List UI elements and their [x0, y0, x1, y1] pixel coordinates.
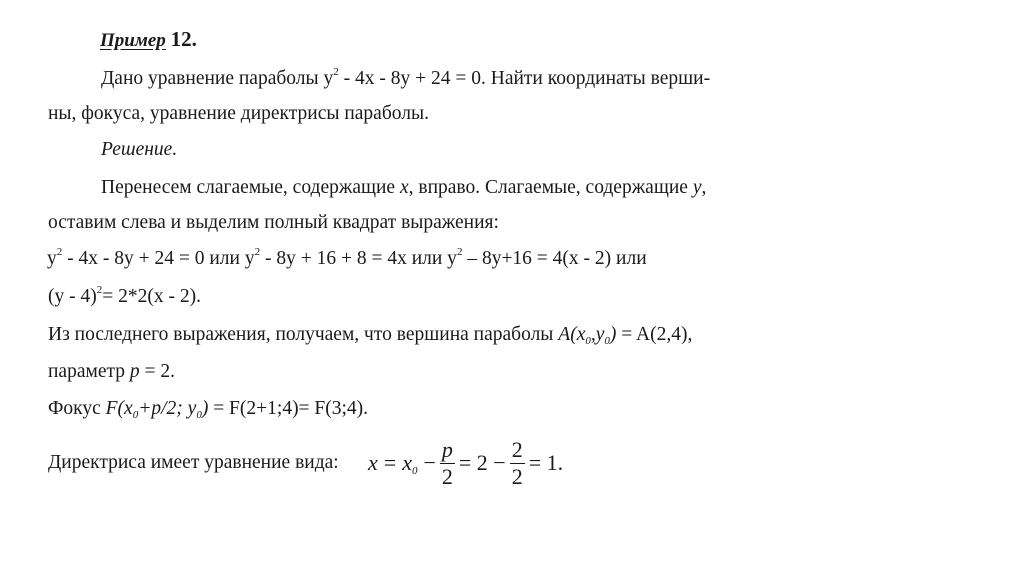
var-p: p	[129, 361, 140, 382]
subscript: 0	[132, 409, 139, 421]
superscript: 2	[96, 284, 103, 296]
formula-result: = 1.	[528, 450, 564, 475]
subscript: 0	[411, 465, 418, 477]
focus-notation-part: +p/2; y	[138, 398, 197, 419]
var-x: x	[399, 177, 409, 198]
eq-text: - 4x - 8y + 24 = 0 или y	[62, 248, 255, 269]
eq-text: = 2*2(x - 2).	[102, 286, 201, 307]
vertex-line	[48, 323, 692, 347]
fraction-denominator: 2	[511, 463, 523, 489]
var-y: y	[692, 177, 702, 198]
param-text: = 2.	[139, 361, 176, 382]
subscript: 0	[585, 335, 591, 347]
solution-paragraph-line-1	[101, 176, 706, 200]
equation-line-1	[47, 247, 647, 271]
eq-text: (y - 4)	[48, 286, 97, 307]
solution-text: Перенесем слагаемые, содержащие	[101, 177, 400, 198]
problem-line-1	[101, 67, 710, 91]
directrix-line	[48, 451, 339, 475]
fraction-2-over-2	[510, 437, 525, 490]
focus-text: = F(2+1;4)= F(3;4).	[208, 398, 369, 419]
formula-x0-base: x	[402, 450, 412, 475]
solution-text: ,	[701, 177, 707, 198]
solution-text: , вправо. Слагаемые, содержащие	[408, 177, 693, 198]
vertex-notation-part: )	[609, 324, 617, 345]
example-title-number: 12.	[170, 27, 197, 51]
fraction-numerator: 2	[511, 436, 523, 462]
problem-text: - 4x - 8y + 24 = 0. Найти координаты верши-	[338, 68, 711, 89]
focus-line	[48, 397, 368, 421]
subscript: 0	[604, 335, 610, 347]
formula-equals: =	[383, 450, 397, 475]
vertex-notation-part: A(x	[558, 324, 586, 345]
superscript: 2	[56, 246, 63, 258]
fraction-numerator: p	[441, 436, 453, 462]
example-title-word: Пример	[100, 30, 166, 51]
formula-x: x	[368, 450, 378, 475]
problem-line-2	[48, 102, 429, 126]
superscript: 2	[254, 246, 261, 258]
focus-notation-part: )	[201, 398, 209, 419]
vertex-text: Из последнего выражения, получаем, что вершина параболы	[48, 324, 559, 345]
subscript: 0	[196, 409, 202, 421]
vertex-text: = A(2,4),	[616, 324, 693, 345]
equation-line-2	[48, 285, 201, 309]
eq-text: y	[47, 248, 57, 269]
focus-text: Фокус	[48, 398, 106, 419]
focus-notation	[106, 398, 209, 419]
superscript: 2	[333, 66, 339, 78]
vertex-notation	[558, 324, 616, 345]
eq-text: – 8y+16 = 4(x - 2) или	[462, 248, 647, 269]
fraction-p-over-2	[440, 437, 455, 490]
problem-text: ны, фокуса, уравнение директрисы параболы.	[48, 103, 429, 124]
solution-paragraph-line-2	[48, 211, 499, 235]
directrix-label: Директриса имеет уравнение вида:	[48, 452, 339, 473]
focus-notation-part: F(x	[105, 398, 133, 419]
directrix-formula	[368, 434, 563, 492]
solution-label-text: Решение.	[101, 139, 178, 160]
solution-text: оставим слева и выделим полный квадрат выражения:	[48, 212, 499, 233]
param-text: параметр	[48, 361, 130, 382]
formula-x0	[402, 450, 417, 476]
formula-middle: = 2 −	[458, 450, 506, 475]
solution-label	[101, 138, 177, 162]
fraction-denominator: 2	[441, 463, 453, 489]
eq-text: - 8y + 16 + 8 = 4x или y	[260, 248, 457, 269]
formula-minus: −	[423, 450, 436, 475]
parameter-line	[48, 360, 175, 384]
problem-text: Дано уравнение параболы y	[101, 68, 334, 89]
example-heading	[100, 27, 197, 53]
superscript: 2	[456, 246, 463, 258]
vertex-notation-part: ,y	[590, 324, 605, 345]
